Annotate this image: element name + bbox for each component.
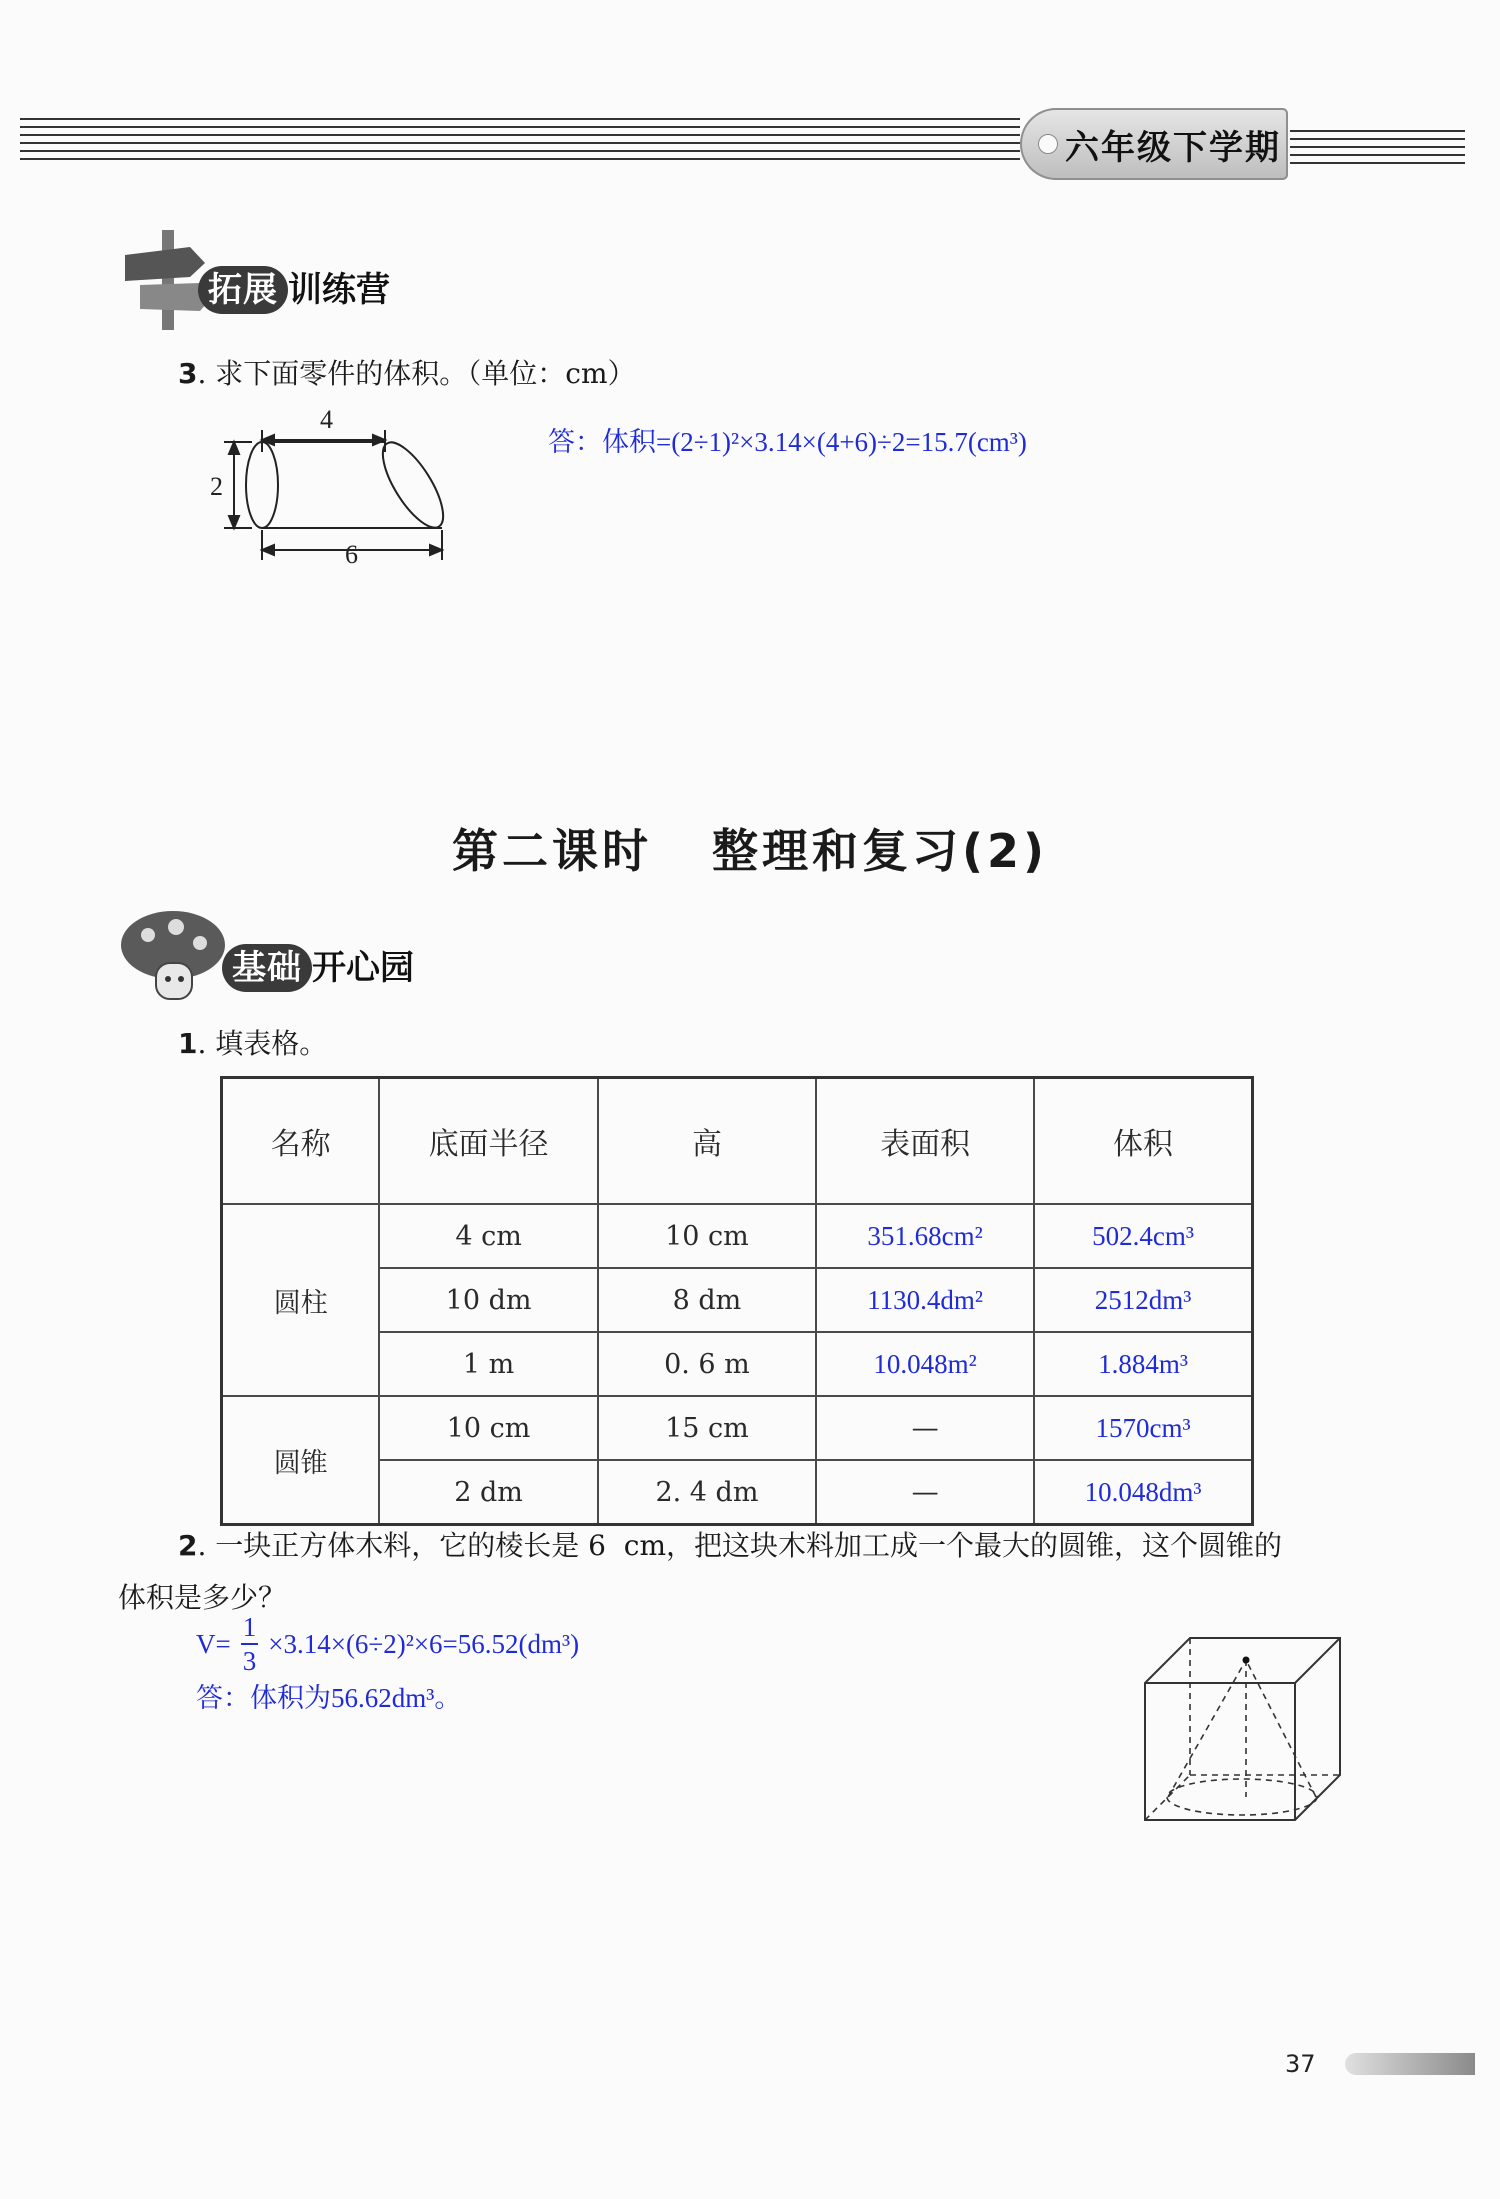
cell-surface-area: —	[816, 1460, 1034, 1525]
q2-fraction	[241, 1614, 259, 1675]
cell-radius: 4 cm	[379, 1204, 597, 1268]
cell-volume: 1.884m³	[1034, 1332, 1252, 1396]
table-row	[222, 1204, 1253, 1268]
header-height: 高	[598, 1078, 816, 1205]
q3-top-length: 4	[320, 405, 333, 434]
q2-answer: 答：体积为56.62dm³。	[196, 1683, 462, 1713]
cell-surface-area: 1130.4dm²	[816, 1268, 1034, 1332]
q3-prompt: . 求下面零件的体积。（单位：cm）	[197, 357, 636, 390]
fill-table	[220, 1076, 1254, 1526]
q2-formula-rest: ×3.14×(6÷2)²×6=56.52(dm³)	[268, 1629, 580, 1659]
lesson-title: 第二课时 整理和复习(2)	[451, 824, 1049, 878]
cell-volume: 502.4cm³	[1034, 1204, 1252, 1268]
table-row	[222, 1396, 1253, 1460]
expansion-section-heading	[198, 262, 390, 311]
q2-number: 2	[178, 1529, 198, 1562]
cell-surface-area: 10.048m²	[816, 1332, 1034, 1396]
table-header-row	[222, 1078, 1253, 1205]
q2-prompt-line2: 体积是多少？	[118, 1581, 287, 1614]
q2-text-line1	[178, 1524, 1282, 1564]
tab-hole-icon	[1038, 134, 1058, 154]
cell-height: 15 cm	[598, 1396, 816, 1460]
page-bar	[1345, 2053, 1475, 2075]
q2-fraction-denominator: 3	[242, 1646, 257, 1676]
q1-number: 1	[178, 1027, 198, 1060]
cell-volume: 2512dm³	[1034, 1268, 1252, 1332]
cell-height: 0. 6 m	[598, 1332, 816, 1396]
q2-formula	[196, 1614, 579, 1675]
q3-text	[178, 352, 636, 392]
q3-bottom-length: 6	[345, 540, 358, 569]
q2-prompt-line1: . 一块正方体木料，它的棱长是 6 cm，把这块木料加工成一个最大的圆锥，这个圆锥的	[197, 1529, 1283, 1562]
cell-radius: 10 dm	[379, 1268, 597, 1332]
cell-volume: 10.048dm³	[1034, 1460, 1252, 1525]
cell-volume: 1570cm³	[1034, 1396, 1252, 1460]
basics-section-heading	[222, 940, 414, 989]
q2-fraction-numerator: 1	[241, 1614, 259, 1645]
cell-height: 2. 4 dm	[598, 1460, 816, 1525]
grade-label: 六年级下学期	[1065, 128, 1281, 168]
q1-prompt: . 填表格。	[197, 1027, 328, 1060]
mushroom-icon	[118, 905, 233, 1005]
expansion-badge: 拓展	[198, 266, 288, 314]
cell-surface-area: —	[816, 1396, 1034, 1460]
cell-radius: 1 m	[379, 1332, 597, 1396]
q2-formula-prefix: V=	[196, 1629, 231, 1659]
q1-text	[178, 1022, 327, 1062]
cell-height: 8 dm	[598, 1268, 816, 1332]
cell-height: 10 cm	[598, 1204, 816, 1268]
q3-number: 3	[178, 357, 198, 390]
header-volume: 体积	[1034, 1078, 1252, 1205]
header-surface-area: 表面积	[816, 1078, 1034, 1205]
cell-radius: 10 cm	[379, 1396, 597, 1460]
q3-part-figure	[200, 400, 460, 575]
basics-badge: 基础	[222, 944, 312, 992]
q3-height: 2	[210, 472, 223, 501]
cube-cone-figure	[1140, 1620, 1350, 1830]
cell-radius: 2 dm	[379, 1460, 597, 1525]
header-name: 名称	[222, 1078, 380, 1205]
group-cone: 圆锥	[222, 1396, 380, 1525]
expansion-badge-rest: 训练营	[288, 270, 390, 310]
group-cylinder: 圆柱	[222, 1204, 380, 1396]
page-number: 37	[1285, 2050, 1316, 2078]
header-radius: 底面半径	[379, 1078, 597, 1205]
cell-surface-area: 351.68cm²	[816, 1204, 1034, 1268]
q3-answer: 答：体积=(2÷1)²×3.14×(4+6)÷2=15.7(cm³)	[548, 427, 1027, 457]
basics-badge-rest: 开心园	[312, 948, 414, 988]
